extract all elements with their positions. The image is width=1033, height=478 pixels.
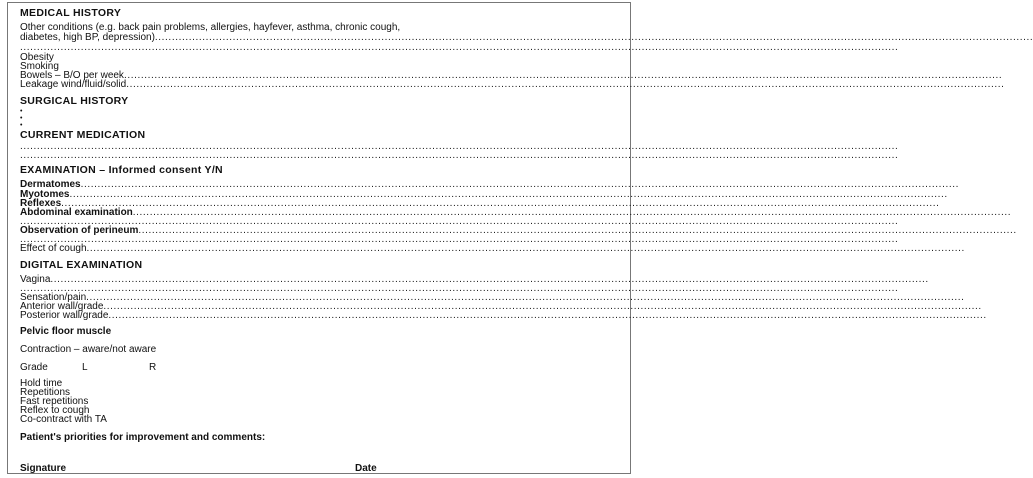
- signature-label[interactable]: Signature: [20, 463, 67, 474]
- other-conditions-line2: diabetes, high BP, depression)....................................................................................................................................................................................................................................................................: [20, 32, 1033, 43]
- myotomes-row: Myotomes....................................................................................................................................................................................................................................................................: [20, 189, 948, 200]
- cough-row: Effect of cough....................................................................................................................................................................................................................................................................: [20, 243, 965, 254]
- anterior-row: Anterior wall/grade....................................................................................................................................................................................................................................................................: [20, 301, 982, 312]
- leakage-fill[interactable]: ....................................................................................................................................................................................................................................................................: [126, 79, 1005, 90]
- surgical-bullet[interactable]: •: [20, 115, 23, 122]
- surgical-bullet[interactable]: •: [20, 108, 23, 115]
- vagina-row: Vagina....................................................................................................................................................................................................................................................................: [20, 274, 929, 285]
- dermatomes-row: Dermatomes....................................................................................................................................................................................................................................................................: [20, 179, 959, 190]
- fill-line[interactable]: ....................................................................................................................................................................................................................................................................: [20, 234, 899, 245]
- fill-line[interactable]: ....................................................................................................................................................................................................................................................................: [20, 150, 899, 161]
- current-medication-heading: CURRENT MEDICATION: [20, 129, 146, 141]
- grade-right[interactable]: R: [149, 362, 157, 373]
- surgical-bullet[interactable]: •: [20, 122, 23, 129]
- medical-history-heading: MEDICAL HISTORY: [20, 7, 122, 19]
- abdominal-fill[interactable]: ....................................................................................................................................................................................................................................................................: [132, 207, 1012, 218]
- reflexes-row: Reflexes....................................................................................................................................................................................................................................................................: [20, 198, 940, 209]
- examination-heading: EXAMINATION – Informed consent Y/N: [20, 164, 223, 176]
- contraction-label[interactable]: Contraction – aware/not aware: [20, 344, 157, 355]
- hold-time-label: Hold time: [20, 378, 63, 389]
- anterior-fill[interactable]: ....................................................................................................................................................................................................................................................................: [103, 301, 982, 312]
- perineum-fill[interactable]: ....................................................................................................................................................................................................................................................................: [138, 225, 1017, 236]
- dermatomes-fill[interactable]: ....................................................................................................................................................................................................................................................................: [80, 179, 959, 190]
- leakage-row: Leakage wind/fluid/solid....................................................................................................................................................................................................................................................................: [20, 79, 1005, 90]
- abdominal-row: Abdominal examination....................................................................................................................................................................................................................................................................: [20, 207, 1012, 218]
- bowels-fill[interactable]: ....................................................................................................................................................................................................................................................................: [123, 70, 1003, 81]
- perineum-row: Observation of perineum....................................................................................................................................................................................................................................................................: [20, 225, 1017, 236]
- cough-fill[interactable]: ....................................................................................................................................................................................................................................................................: [86, 243, 965, 254]
- priorities-heading: Patient's priorities for improvement and comments:: [20, 432, 266, 443]
- reflex-cough-label: Reflex to cough: [20, 405, 90, 416]
- sensation-row: Sensation/pain....................................................................................................................................................................................................................................................................: [20, 292, 965, 303]
- fill-line[interactable]: ....................................................................................................................................................................................................................................................................: [20, 283, 899, 294]
- reflexes-fill[interactable]: ....................................................................................................................................................................................................................................................................: [61, 198, 940, 209]
- pelvic-floor-heading: Pelvic floor muscle: [20, 326, 112, 337]
- obesity-label: Obesity: [20, 52, 54, 63]
- cocontract-label: Co-contract with TA: [20, 414, 107, 425]
- smoking-label: Smoking: [20, 61, 59, 72]
- fill-line[interactable]: ....................................................................................................................................................................................................................................................................: [20, 42, 899, 53]
- myotomes-fill[interactable]: ....................................................................................................................................................................................................................................................................: [69, 189, 948, 200]
- grade-label: Grade: [20, 362, 48, 373]
- sensation-fill[interactable]: ....................................................................................................................................................................................................................................................................: [86, 292, 965, 303]
- bowels-row: Bowels – B/O per week....................................................................................................................................................................................................................................................................: [20, 70, 1003, 81]
- repetitions-label: Repetitions: [20, 387, 71, 398]
- vagina-fill[interactable]: ....................................................................................................................................................................................................................................................................: [50, 274, 929, 285]
- surgical-history-heading: SURGICAL HISTORY: [20, 95, 129, 107]
- fill-line[interactable]: ....................................................................................................................................................................................................................................................................: [20, 216, 899, 227]
- fill-line[interactable]: ....................................................................................................................................................................................................................................................................: [154, 32, 1033, 43]
- grade-left[interactable]: L: [82, 362, 88, 373]
- other-conditions-line1: Other conditions (e.g. back pain problems, allergies, hayfever, asthma, chronic cough,: [20, 22, 401, 33]
- posterior-row: Posterior wall/grade....................................................................................................................................................................................................................................................................: [20, 310, 987, 321]
- posterior-fill[interactable]: ....................................................................................................................................................................................................................................................................: [108, 310, 987, 321]
- digital-examination-heading: DIGITAL EXAMINATION: [20, 259, 143, 271]
- fill-line[interactable]: ....................................................................................................................................................................................................................................................................: [20, 141, 899, 152]
- date-label[interactable]: Date: [355, 463, 377, 474]
- fast-repetitions-label: Fast repetitions: [20, 396, 89, 407]
